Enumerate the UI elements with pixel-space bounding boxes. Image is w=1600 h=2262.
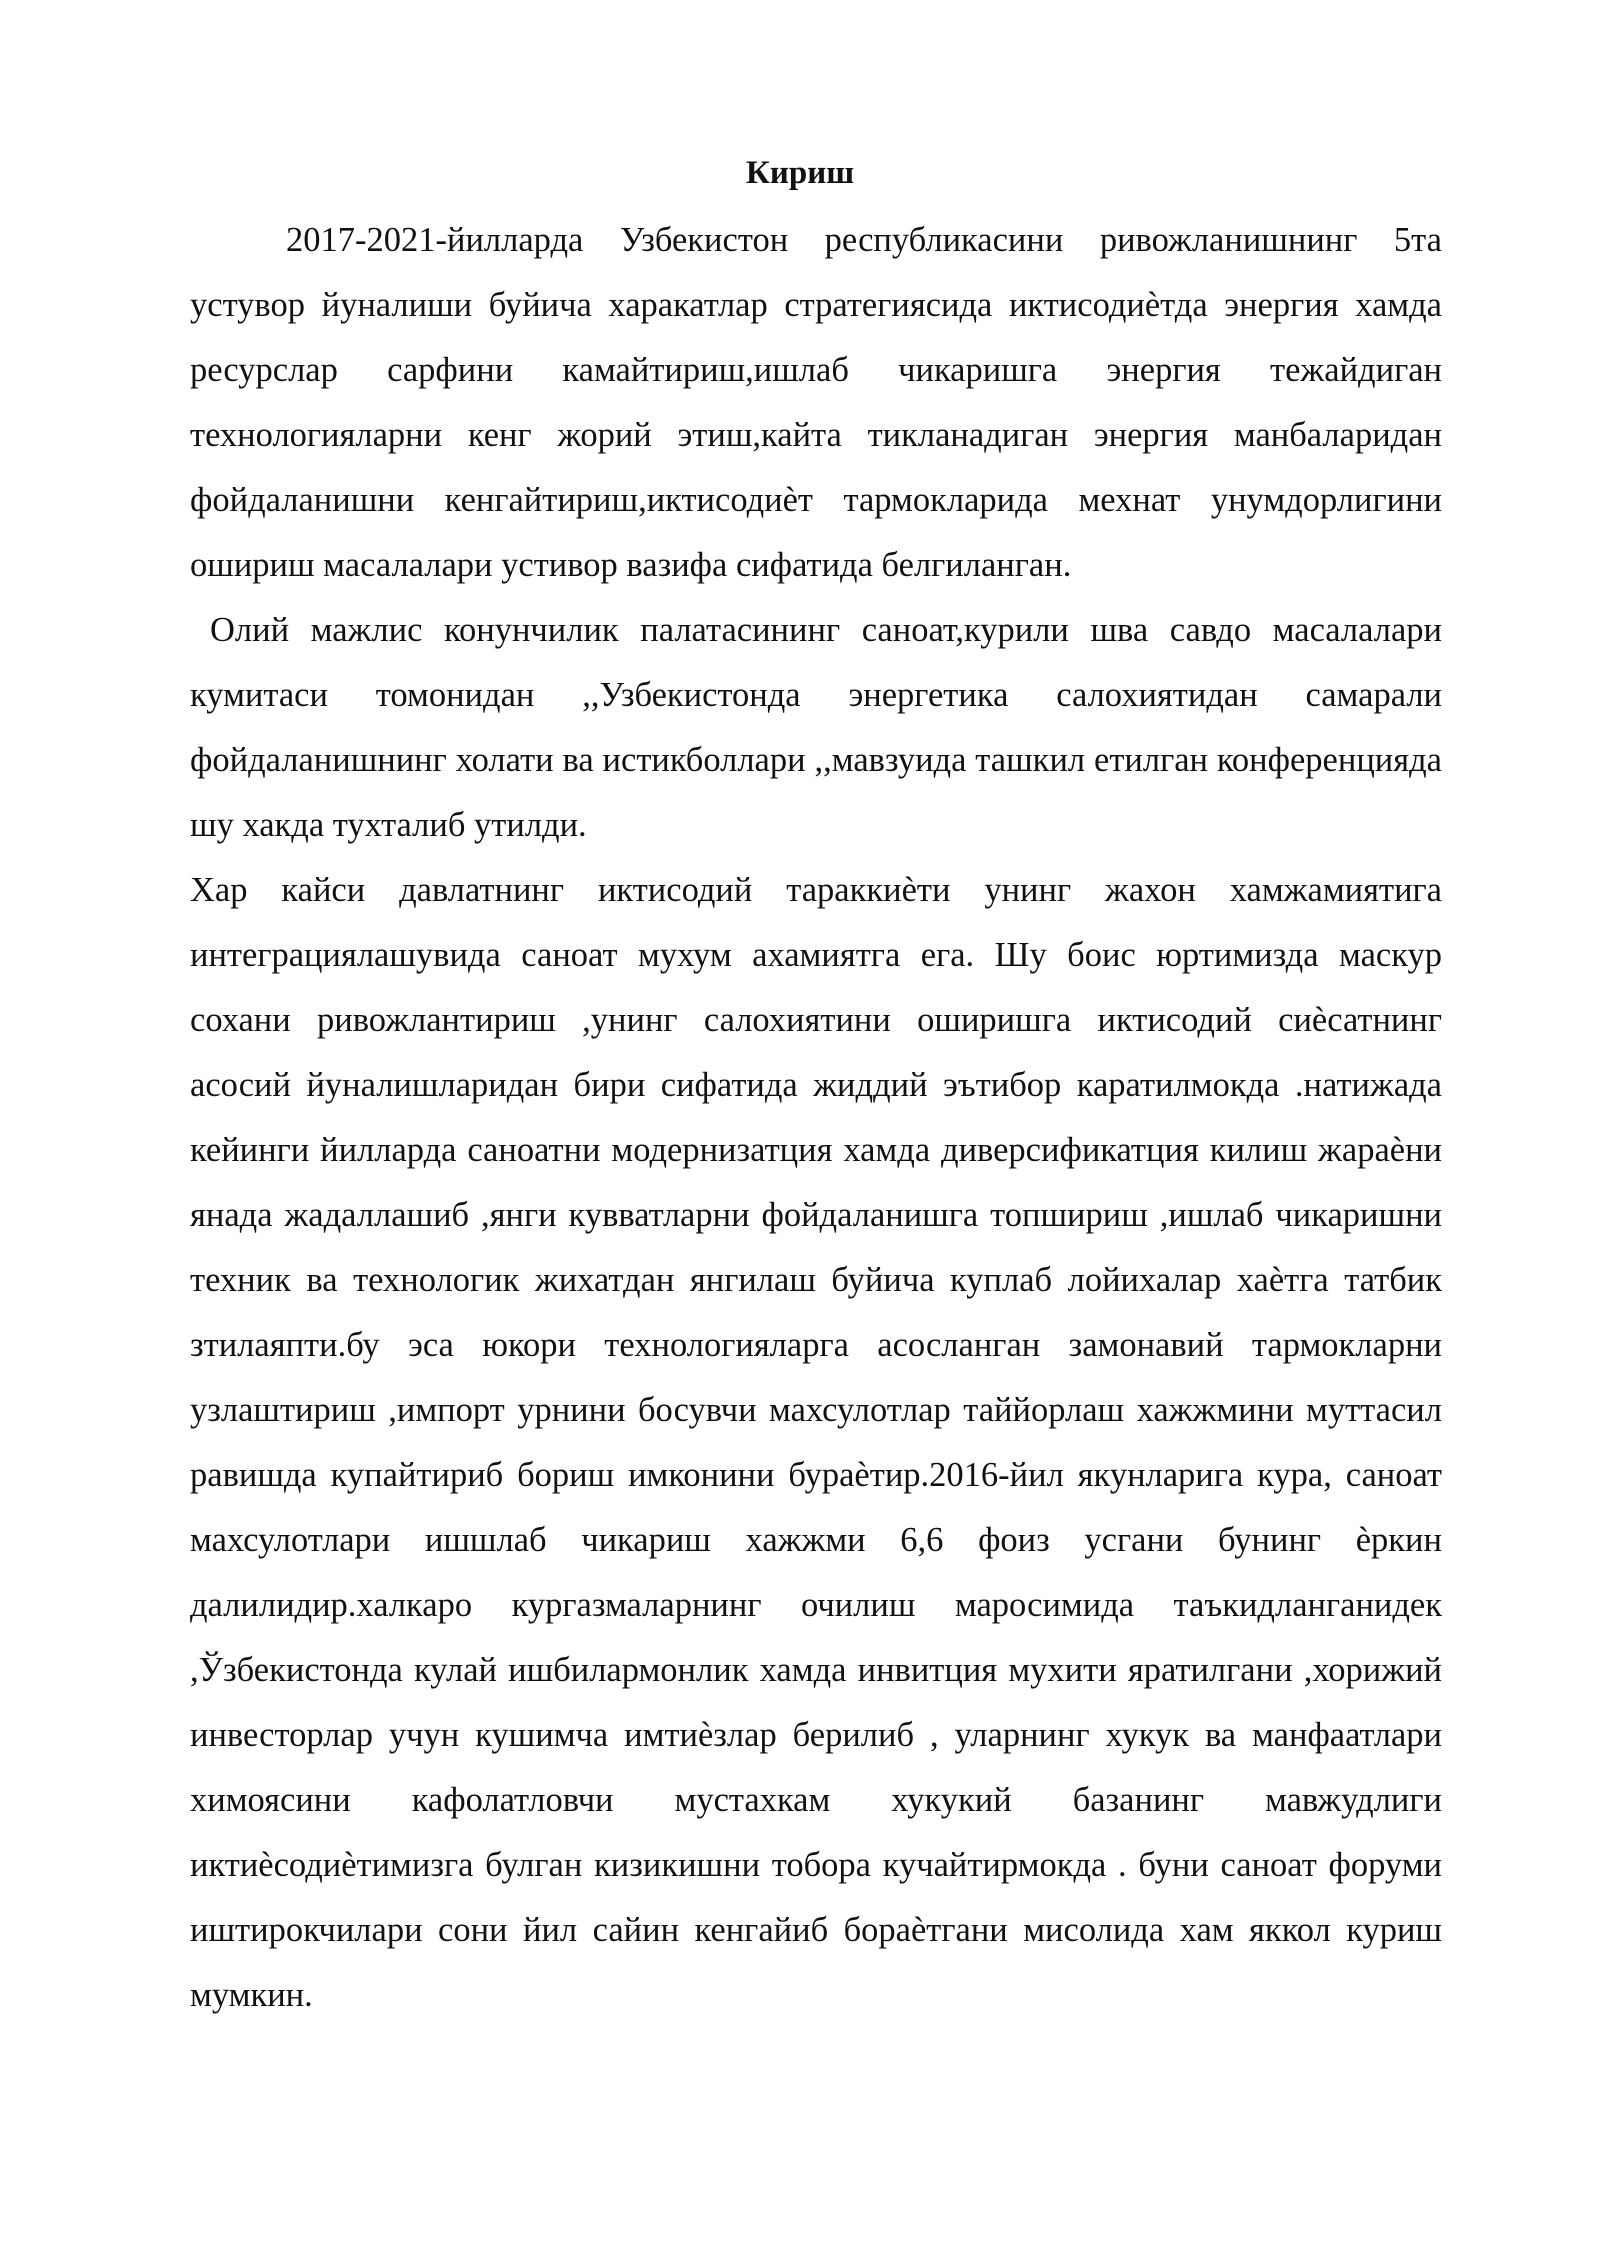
page-title: Кириш — [745, 155, 855, 191]
paragraph-1: 2017-2021-йилларда Узбекистон республикасини ривожланишнинг 5та устувор йуналиши буйича харакатлар стратегиясида иктисодиѐтда энергия хамда ресурслар сарфини камайтириш,ишлаб чикаришга энергия тежайдиган технологияларни кенг жорий этиш,кайта тикланадиган энергия манбаларидан фойдаланишни кенгайтириш,иктисодиѐт тармокларида мехнат унумдорлигини ошириш масалалари устивор вазифа сифатида белгиланган. — [190, 221, 1442, 584]
paragraph-3: Хар кайси давлатнинг иктисодий тараккиѐти унинг жахон хамжамиятига интеграциялашувида саноат мухум ахамиятга ега. Шу боис юртимизда маскур сохани ривожлантириш ,унинг салохиятини оширишга иктисодий сиѐсатнинг асосий йуналишларидан бири сифатида жиддий эътибор каратилмокда .натижада кейинги йилларда саноатни модернизатция хамда диверсификатция килиш жараѐни янада жадаллашиб ,янги кувватларни фойдаланишга топшириш ,ишлаб чикаришни техник ва технологик жихатдан янгилаш буйича куплаб лойихалар хаѐтга татбик зтилаяпти.бу эса юкори технологияларга асосланган замонавий тармокларни узлаштириш ,импорт урнини босувчи махсулотлар таййорлаш хажжмини муттасил равишда купайтириб бориш имконини бураѐтир.2016-йил якунларига кура, саноат махсулотлари ишшлаб чикариш хажжми 6,6 фоиз усгани бунинг ѐркин далилидир.халкаро кургазмаларнинг очилиш маросимида таъкидланганидек ,Ўзбекистонда кулай ишбилармонлик хамда инвитция мухити яратилгани ,хорижий инвесторлар учун кушимча имтиѐзлар берилиб , уларнинг хукук ва манфаатлари химоясини кафолатловчи мустахкам хукукий базанинг мавжудлиги иктиѐсодиѐтимизга булган кизикишни тобора кучайтирмокда . буни саноат форуми иштирокчилари сони йил сайин кенгайиб бораѐтгани мисолида хам яккол куриш мумкин. — [190, 871, 1442, 2014]
paragraph-2: Олий мажлис конунчилик палатасининг саноат,курили шва савдо масалалари кумитаси томонидан ,,Узбекистонда энергетика салохиятидан самарали фойдаланишнинг холати ва истикболлари ,,мавзуида ташкил етилган конференцияда шу хакда тухталиб утилди. — [190, 611, 1442, 844]
document-body — [190, 208, 1442, 2028]
